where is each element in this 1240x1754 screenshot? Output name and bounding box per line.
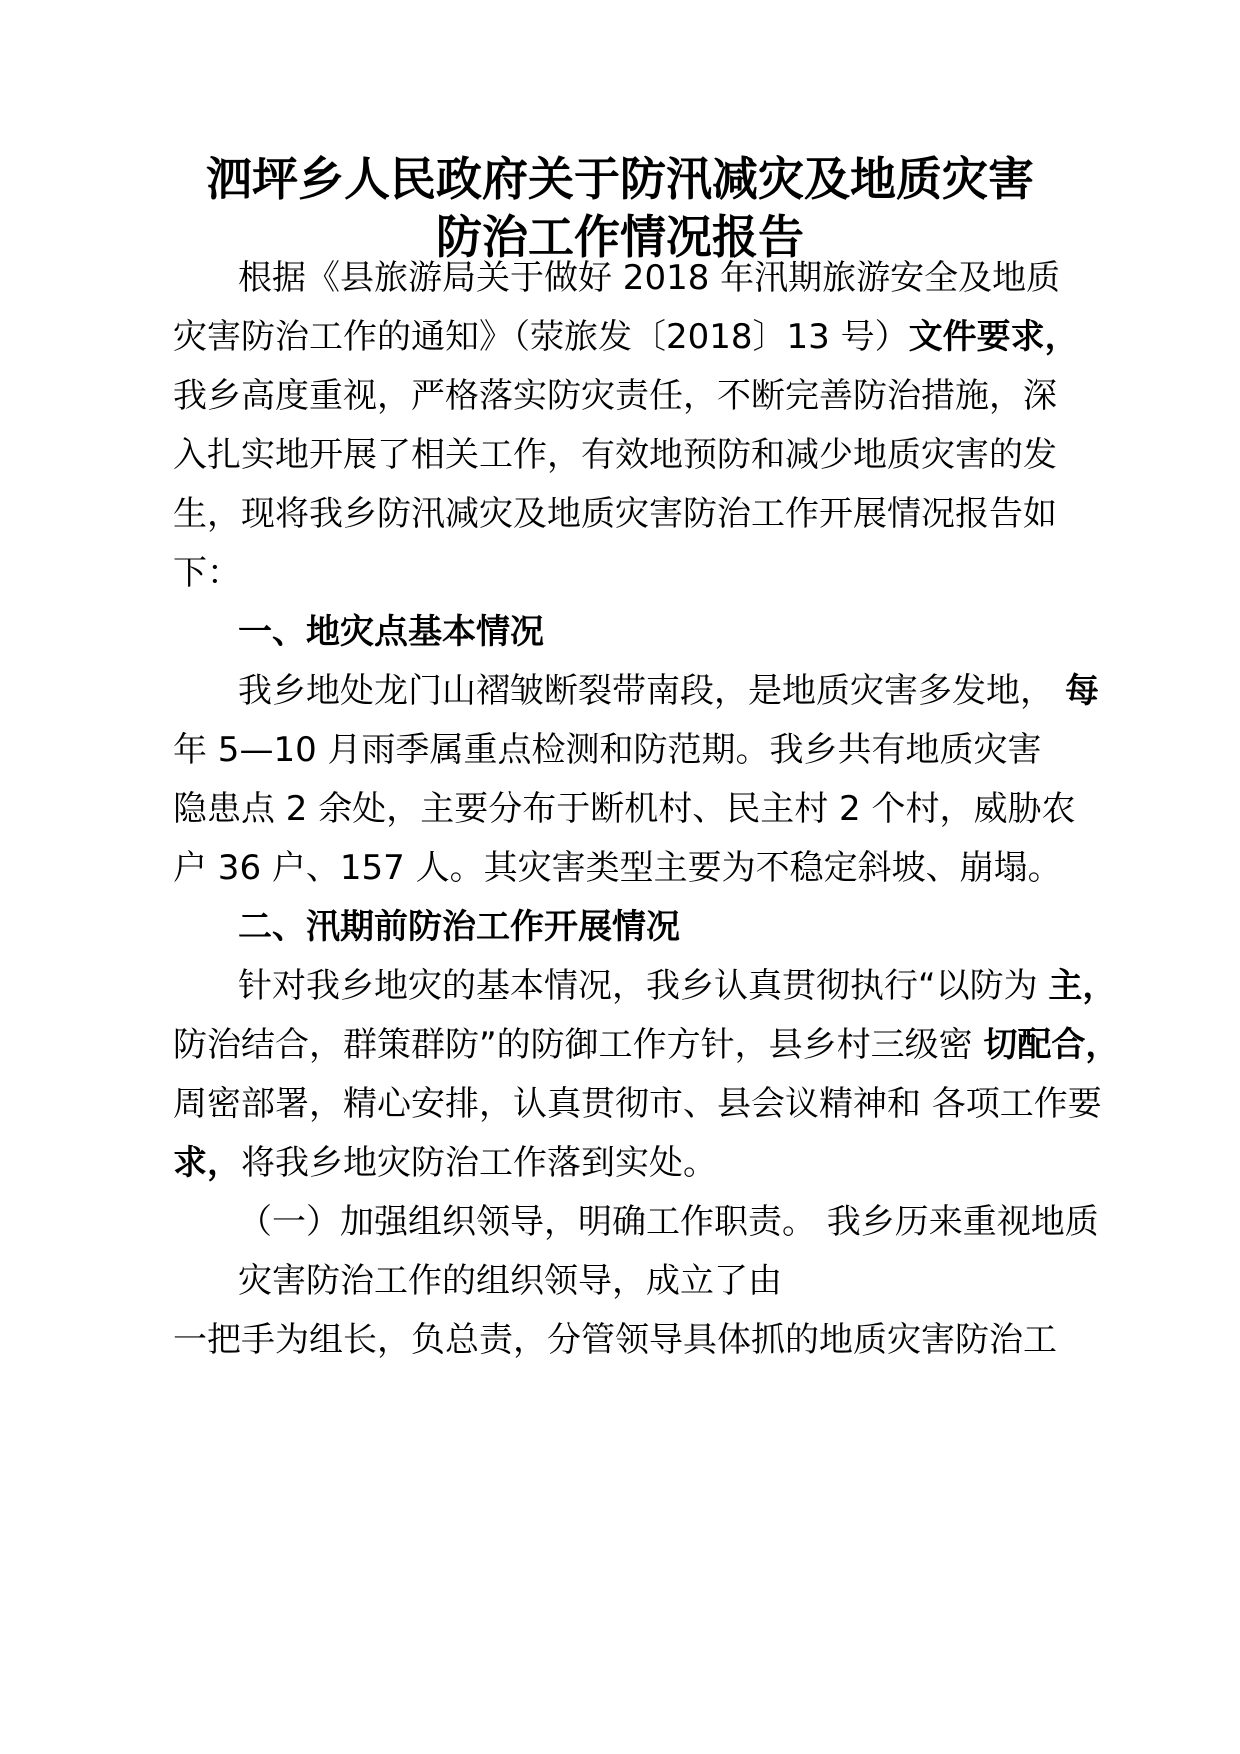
section-heading: 二、汛期前防治工作开展情况 <box>238 907 680 947</box>
body-line <box>173 662 1173 721</box>
body-text: 灾害防治工作的通知》（荥旅发〔2018〕13 号） <box>173 317 909 357</box>
body-text: 将我乡地灾防治工作落到实处。 <box>241 1143 717 1183</box>
title-line: 泗坪乡人民政府关于防汛减灾及地质灾害 <box>206 152 1034 206</box>
body-line: 我乡高度重视，严格落实防灾责任，不断完善防治措施，深 <box>173 376 1057 416</box>
emphasized-text: 主， <box>1048 966 1117 1006</box>
body-line <box>173 308 1173 367</box>
body-text: 防治结合，群策群防”的防御工作方针，县乡村三级密 <box>173 1025 984 1065</box>
section-heading: 一、地灾点基本情况 <box>238 612 544 652</box>
body-text: 我乡地处龙门山褶皱断裂带南段，是地质灾害多发地， <box>238 671 1065 711</box>
emphasized-text: 文件要求， <box>908 317 1079 357</box>
body-text: 针对我乡地灾的基本情况，我乡认真贯彻执行“以防为 <box>238 966 1049 1006</box>
body-line: 隐患点 2 余处，主要分布于断机村、民主村 2 个村，威胁农 <box>173 789 1076 829</box>
body-line: 灾害防治工作的组织领导，成立了由 <box>238 1261 782 1301</box>
emphasized-text: 求， <box>173 1143 241 1183</box>
subsection-line: （一）加强组织领导，明确工作职责。 我乡历来重视地质 <box>238 1202 1099 1242</box>
body-line: 年 5—10 月雨季属重点检测和防范期。我乡共有地质灾害 <box>173 730 1042 770</box>
emphasized-text: 每 <box>1064 671 1099 711</box>
title-line: 防治工作情况报告 <box>436 210 804 264</box>
emphasized-text: 切配合， <box>983 1025 1120 1065</box>
body-line: 生，现将我乡防汛减灾及地质灾害防治工作开展情况报告如 <box>173 494 1057 534</box>
body-line <box>173 1134 1173 1193</box>
body-line <box>173 957 1173 1016</box>
document-body <box>173 249 1173 1370</box>
body-line: 周密部署，精心安排，认真贯彻市、县会议精神和 各项工作要 <box>173 1084 1102 1124</box>
body-line <box>173 1016 1173 1075</box>
body-line: 入扎实地开展了相关工作，有效地预防和减少地质灾害的发 <box>173 435 1057 475</box>
body-line: 户 36 户、157 人。其灾害类型主要为不稳定斜坡、崩塌。 <box>173 848 1062 888</box>
body-line: 一把手为组长，负总责，分管领导具体抓的地质灾害防治工 <box>173 1320 1057 1360</box>
body-line: 根据《县旅游局关于做好 2018 年汛期旅游安全及地质 <box>238 258 1061 298</box>
body-line: 下： <box>173 553 241 593</box>
